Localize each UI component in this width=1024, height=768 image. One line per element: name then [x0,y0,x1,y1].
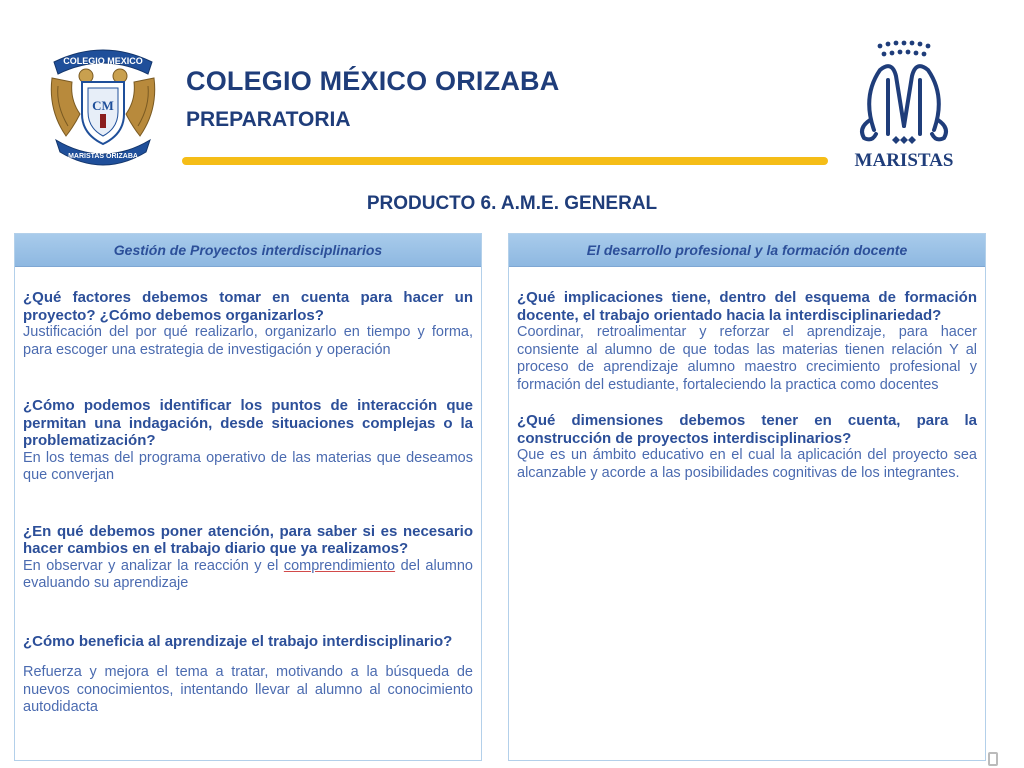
spelling-underlined-word: comprendimiento [283,557,396,574]
question-text: ¿Cómo beneficia al aprendizaje el trabajo interdisciplinario? [23,632,453,650]
question-text: ¿Qué dimensiones debemos tener en cuenta, para la construcción de proyectos interdisciplinarios? [517,412,977,447]
answer-text: Coordinar, retroalimentar y reforzar el aprendizaje, para hacer consiente al alumno de que todas las materias tienen relación Y al proceso de aprendizaje alumno maestro crecimiento profesional y formación del estudiante, fortaleciendo la practica como docentes [517,324,977,393]
school-title: COLEGIO MÉXICO ORIZABA [186,66,560,96]
slide-corner-icon [988,752,998,766]
answer-text-part: En observar y analizar la reacción y el [23,557,284,574]
answer-text: Refuerza y mejora el tema a tratar, motivando a la búsqueda de nuevos conocimientos, intentando llevar al alumno al conocimiento autodidacta [23,664,473,715]
qa-item [23,289,473,359]
colegio-mexico-crest-logo [44,40,162,170]
crest-bottom-text: MARISTAS ORIZABA [68,153,138,160]
maristas-wordmark: MARISTAS [854,150,954,171]
qa-item [517,289,977,394]
crest-top-text: COLEGIO MEXICO [63,56,143,66]
answer-text: Que es un ámbito educativo en el cual la aplicación del proyecto sea alcanzable y acorde a las posibilidades cognitivas de los integrantes. [517,447,977,481]
answer-text: En los temas del programa operativo de las materias que deseamos que converjan [23,449,473,483]
school-subtitle: PREPARATORIA [186,108,351,131]
header-divider-bar [182,157,828,165]
panel-heading: El desarrollo profesional y la formación docente [509,234,985,267]
qa-item [517,412,977,482]
crest-monogram: CM [92,98,114,113]
qa-item [23,397,473,485]
question-text: ¿Qué factores debemos tomar en cuenta para hacer un proyecto? ¿Cómo debemos organizarlos? [23,289,473,324]
answer-text-part: del alumno evaluando su aprendizaje [23,557,473,591]
qa-item [23,633,473,717]
question-text: ¿Qué implicaciones tiene, dentro del esquema de formación docente, el trabajo orientado hacia la interdisciplinariedad? [517,289,977,324]
panel-body [509,289,985,482]
answer-text: Justificación del por qué realizarlo, organizarlo en tiempo y forma, para escoger una estrategia de investigación y operación [23,324,473,358]
qa-item [23,523,473,593]
answer-text [23,558,473,593]
question-text: ¿En qué debemos poner atención, para saber si es necesario hacer cambios en el trabajo diario que ya realizamos? [23,522,473,557]
panel-gestion-proyectos [14,233,482,761]
panel-heading: Gestión de Proyectos interdisciplinarios [15,234,481,267]
question-text: ¿Cómo podemos identificar los puntos de interacción que permitan una indagación, desde situaciones complejas o la problematización? [23,397,473,449]
panel-body [15,289,481,717]
document-title: PRODUCTO 6. A.M.E. GENERAL [366,193,658,214]
maristas-logo [840,36,968,176]
panel-desarrollo-profesional [508,233,986,761]
